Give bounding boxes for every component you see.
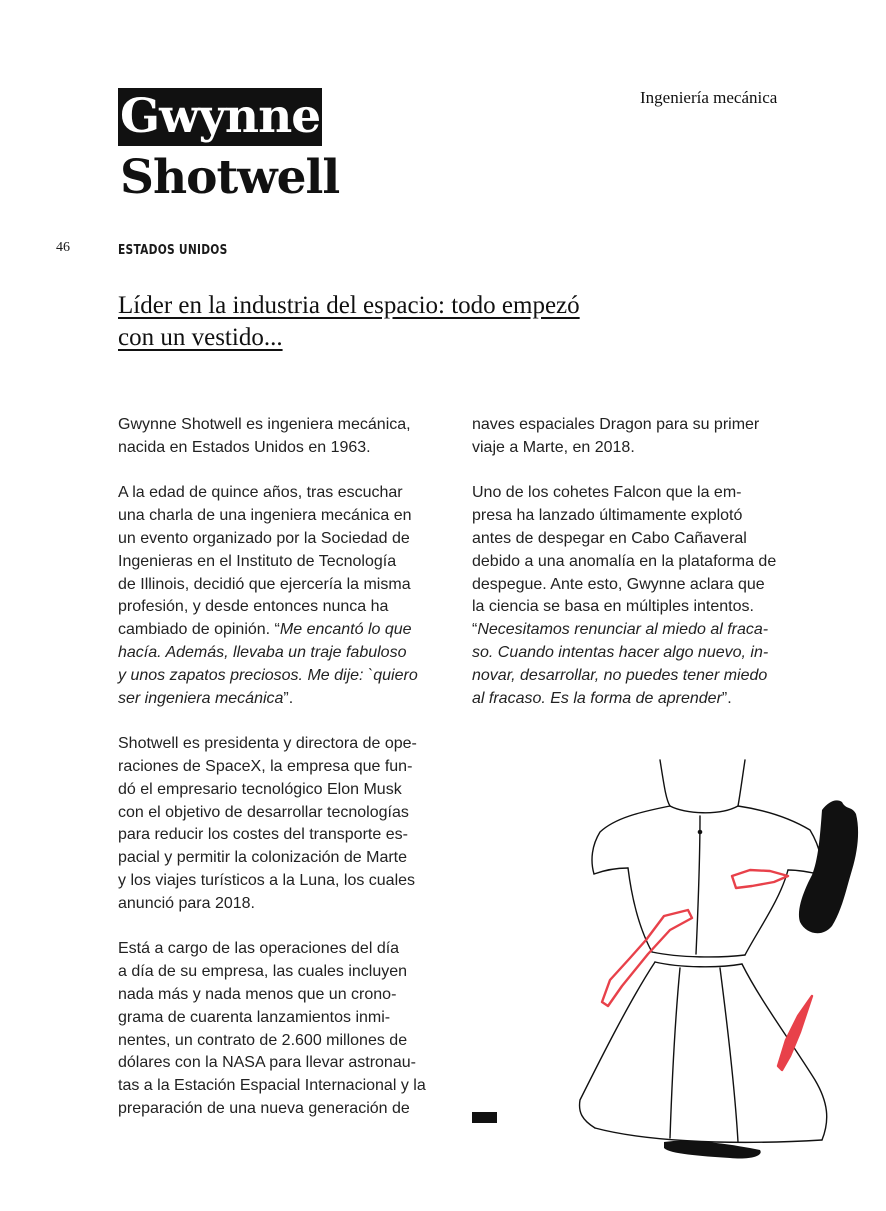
dress-illustration [560,740,870,1170]
article-subtitle [118,290,678,354]
paragraph-6-end: ”. [721,689,732,707]
paragraph-6 [472,482,812,710]
decorative-bar [472,1112,497,1123]
section-label: Ingeniería mecánica [640,88,778,107]
country-label: ESTADOS UNIDOS [118,243,228,258]
paragraph-6-text: Uno de los cohetes Falcon que la em- presa ha lanzado últimamente explotó antes de despegar en Cabo Cañaveral debido a una anomalía en la plataforma de despegue. Ante esto, Gwynne aclara que la ciencia se basa en múltiples intentos. “ [472,484,777,639]
paragraph-2-quote: Me encantó lo que hacía. Además, llevaba un traje fabuloso y unos zapatos preciosos. Me dije: `quiero ser ingeniera mecánica [118,621,418,707]
paragraph-2-text: A la edad de quince años, tras escuchar una charla de una ingeniera mecánica en un evento organizado por la Sociedad de Ingenieras en el Instituto de Tecnología de Illinois, decidió que ejercería la misma profesión, y desde entonces nunca ha cambiado de opinión. “ [118,484,412,639]
paragraph-1: Gwynne Shotwell es ingeniera mecánica, nacida en Estados Unidos en 1963. [118,416,411,456]
paragraph-6-quote: Necesitamos renunciar al miedo al fraca- so. Cuando intentas hacer algo nuevo, in- novar, desarrollar, no puedes tener miedo al fracaso. Es la forma de aprender [472,621,769,707]
paragraph-2-end: ”. [283,689,294,707]
text-column-right [472,414,812,733]
paragraph-4: Está a cargo de las operaciones del día a día de su empresa, las cuales incluyen nada más y nada menos que un crono- grama de cuarenta lanzamientos inmi- nentes, un contrato de 2.600 millones de dólares con la NASA para llevar astronau- tas a la Estación Espacial Internacional y la preparación de una nueva generación de [118,940,426,1117]
subtitle-line-1: Líder en la industria del espacio: todo empezó [118,292,580,319]
title-last-name: Shotwell [120,150,340,205]
page-number: 46 [56,240,70,255]
paragraph-5: naves espaciales Dragon para su primer viaje a Marte, en 2018. [472,416,760,456]
text-column-left [118,414,458,1144]
paragraph-3: Shotwell es presidenta y directora de ope- raciones de SpaceX, la empresa que fun- dó el empresario tecnológico Elon Musk con el objetivo de desarrollar tecnologías para reducir los costes del transporte es- pacial y permitir la colonización de Marte y los viajes turísticos a la Luna, los cuales anunció para 2018. [118,735,417,912]
title-first-name: Gwynne [120,89,321,144]
subtitle-line-2: con un vestido... [118,324,283,351]
paragraph-2 [118,482,458,710]
